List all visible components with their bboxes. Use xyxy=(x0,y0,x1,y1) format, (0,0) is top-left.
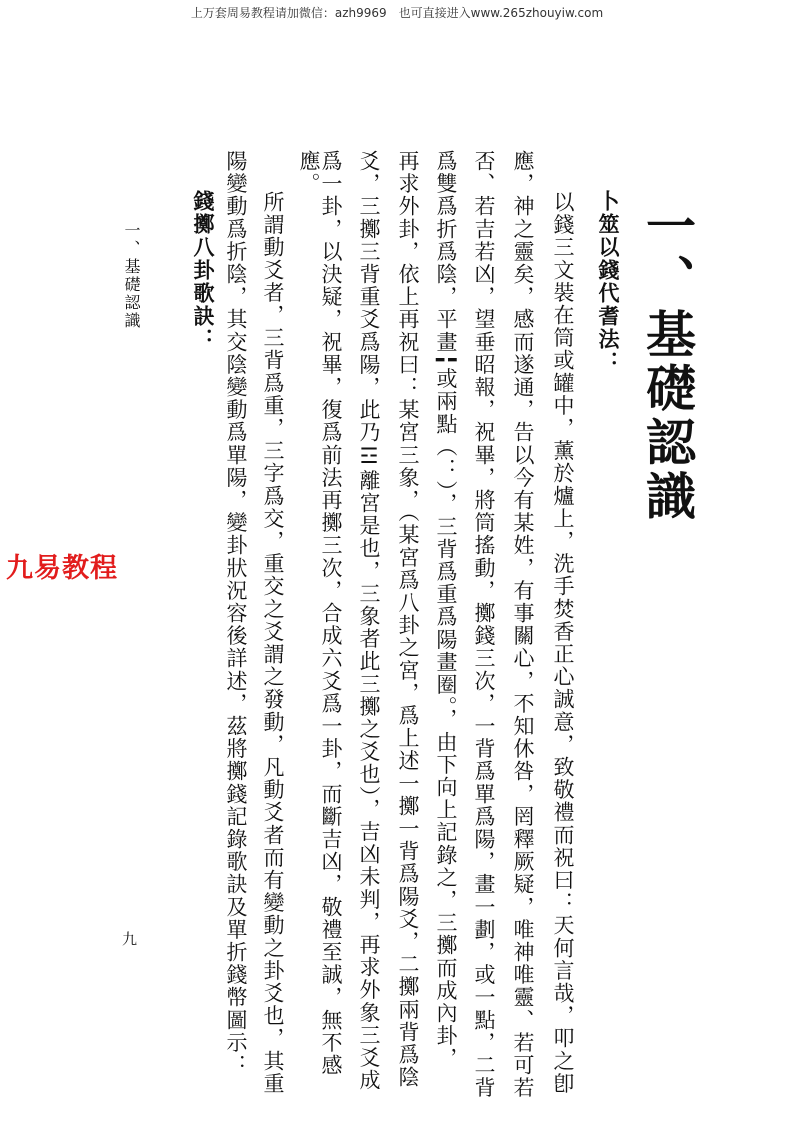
page-number: 九 xyxy=(122,930,138,948)
body-column: 陽變動爲折陰，其交陰變動爲單陽，變卦狀況容後詳述，茲將擲錢記錄歌訣及單折錢幣圖示： xyxy=(224,150,248,1077)
body-column: 應。 xyxy=(297,150,321,196)
body-column: 應，神之靈矣，感而遂通，告以今有某姓，有事關心，不知休咎，罔釋厥疑，唯神唯靈、若可若 xyxy=(511,150,535,1100)
section-heading: 卜筮以錢代耆法： xyxy=(596,190,621,374)
body-column: 所謂動爻者，三背爲重，三字爲交，重交之爻謂之發動，凡動爻者而有變動之卦爻也，其重 xyxy=(261,191,285,1095)
body-column: 爻，三擲三背重爻爲陽，此乃☲離宮是也，三象者此三擲之爻也），吉凶未判，再求外象三爻成 xyxy=(357,150,381,1092)
top-banner: 上万套周易教程请加微信：azh9969 也可直接进入www.265zhouyiw.com xyxy=(190,6,604,20)
body-column: 爲一卦，以決疑，祝畢，復爲前法再擲三次，合成六爻爲一卦，而斷吉凶，敬禮至誠，無不感 xyxy=(319,150,343,1077)
body-column: 再求外卦，依上再祝曰：某宮三象，（某宮爲八卦之宮，爲上述一擲一背爲陽爻，二擲兩背爲陰 xyxy=(396,150,420,1089)
running-head: 一、基礎認識 xyxy=(122,222,141,330)
body-column: 爲雙爲折爲陰，平畫╏或兩點（：），三背爲重爲陽畫圈。，由下向上記錄之，三擲而成內卦， xyxy=(434,150,458,1070)
song-heading: 錢擲八卦歌訣： xyxy=(191,190,216,351)
watermark-text: 九易教程 xyxy=(6,553,118,584)
body-column: 以錢三文裝在筒或罐中，薰於爐上，洗手焚香正心誠意，致敬禮而祝曰：天何言哉，叩之卽 xyxy=(551,191,575,1095)
chapter-title: 一、基礎認識 xyxy=(638,200,696,524)
body-column: 否、若吉若凶，望垂昭報，祝畢，將筒搖動，擲錢三次，一背爲單爲陽，畫一劃，或一點，二背 xyxy=(472,150,496,1100)
